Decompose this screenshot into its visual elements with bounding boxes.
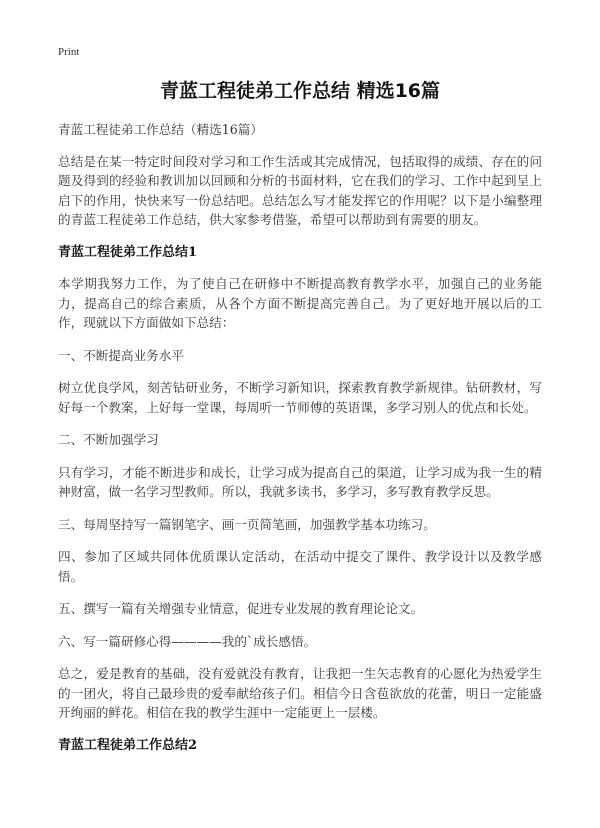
- paragraph-3: 只有学习，才能不断进步和成长，让学习成为提高自己的渠道，让学习成为我一生的精神财富，做一名学习型教师。所以，我就多读书，多学习，多写教育教学反思。: [58, 464, 542, 499]
- list-item-3: 三、每周坚持写一篇钢笔字、画一页简笔画，加强教学基本功练习。: [58, 516, 436, 532]
- paragraph-1: 本学期我努力工作，为了使自己在研修中不断提高教育教学水平，加强自己的业务能力，提高自己的综合素质，从各个方面不断提高完善自己。为了更好地开展以后的工作，现就以下方面做如下总结：: [58, 276, 542, 330]
- print-link[interactable]: Print: [58, 46, 80, 58]
- list-item-5: 五、撰写一篇有关增强专业情意，促进专业发展的教育理论论文。: [58, 601, 424, 616]
- list-item-6: 六、写一篇研修心得————我的`成长感悟。: [58, 633, 317, 649]
- page-title: 青蓝工程徒弟工作总结 精选16篇: [159, 80, 441, 102]
- conclusion-paragraph: 总之，爱是教育的基础，没有爱就没有教育，让我把一生矢志教育的心愿化为热爱学生的一团火，将自己最珍贵的爱奉献给孩子们。相信今日含苞欲放的花蕾，明日一定能盛开绚丽的鲜花。相信在我的教学生涯中一定能更上一层楼。: [58, 666, 542, 720]
- list-heading-1: 一、不断提高业务水平: [58, 347, 184, 363]
- paragraph-2: 树立优良学风，刻苦钻研业务，不断学习新知识，探索教育教学新规律。钻研教材，写好每一个教案，上好每一堂课，每周听一节师傅的英语课，多学习别人的优点和长处。: [58, 380, 542, 415]
- document-subtitle: 青蓝工程徒弟工作总结（精选16篇）: [58, 122, 263, 137]
- section-heading-1: 青蓝工程徒弟工作总结1: [58, 244, 198, 260]
- section-heading-2: 青蓝工程徒弟工作总结2: [58, 737, 198, 753]
- list-heading-2: 二、不断加强学习: [58, 432, 159, 447]
- list-item-4: 四、参加了区域共同体优质课认定活动，在活动中提交了课件、教学设计以及教学感悟。: [58, 549, 542, 584]
- document-body: [58, 120, 542, 767]
- intro-paragraph: 总结是在某一特定时间段对学习和工作生活或其完成情况，包括取得的成绩、存在的问题及得到的经验和教训加以回顾和分析的书面材料，它在我们的学习、工作中起到呈上启下的作用，快快来写一份总结吧。总结怎么写才能发挥它的作用呢？以下是小编整理的青蓝工程徒弟工作总结，供大家参考借鉴，希望可以帮助到有需要的朋友。: [58, 153, 542, 227]
